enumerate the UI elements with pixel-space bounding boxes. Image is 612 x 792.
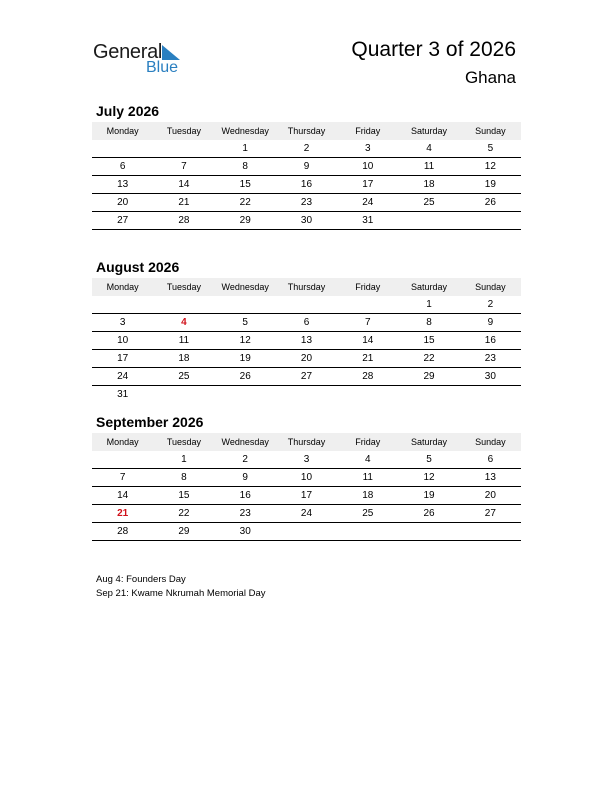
day-cell: 15 [153, 487, 214, 505]
empty-day-cell [153, 140, 214, 158]
day-cell: 15 [215, 176, 276, 194]
weekday-label: Wednesday [215, 433, 276, 451]
day-cell: 3 [92, 314, 153, 332]
generalblue-logo [93, 40, 193, 80]
day-cell: 18 [337, 487, 398, 505]
month-title: September 2026 [96, 414, 204, 430]
day-cell: 10 [337, 158, 398, 176]
empty-day-cell [337, 386, 398, 404]
empty-day-cell [398, 212, 459, 230]
day-cell: 27 [276, 368, 337, 386]
day-cell: 14 [92, 487, 153, 505]
day-cell: 5 [215, 314, 276, 332]
day-cell: 7 [337, 314, 398, 332]
day-cell: 26 [460, 194, 521, 212]
week-row [92, 451, 521, 469]
empty-day-cell [276, 296, 337, 314]
day-cell: 19 [215, 350, 276, 368]
logo-text-general: General [93, 41, 163, 63]
day-cell: 9 [215, 469, 276, 487]
week-row [92, 368, 521, 386]
day-cell: 29 [153, 523, 214, 541]
weekday-label: Tuesday [153, 433, 214, 451]
weekday-label: Saturday [398, 278, 459, 296]
day-cell: 20 [276, 350, 337, 368]
day-cell: 16 [215, 487, 276, 505]
day-cell: 21 [92, 505, 153, 523]
day-cell: 7 [153, 158, 214, 176]
day-cell: 24 [92, 368, 153, 386]
weekday-label: Thursday [276, 122, 337, 140]
day-cell: 14 [153, 176, 214, 194]
day-cell: 12 [460, 158, 521, 176]
day-cell: 28 [337, 368, 398, 386]
empty-day-cell [92, 296, 153, 314]
day-cell: 19 [398, 487, 459, 505]
empty-day-cell [337, 523, 398, 541]
weekday-label: Friday [337, 433, 398, 451]
day-cell: 8 [215, 158, 276, 176]
day-cell: 18 [153, 350, 214, 368]
day-cell: 22 [398, 350, 459, 368]
weekday-label: Sunday [460, 433, 521, 451]
day-cell: 10 [276, 469, 337, 487]
day-cell: 1 [398, 296, 459, 314]
day-cell: 29 [215, 212, 276, 230]
day-cell: 3 [276, 451, 337, 469]
weekday-label: Wednesday [215, 278, 276, 296]
day-cell: 23 [276, 194, 337, 212]
day-cell: 11 [398, 158, 459, 176]
day-cell: 17 [276, 487, 337, 505]
day-cell: 24 [276, 505, 337, 523]
day-cell: 30 [276, 212, 337, 230]
calendar-table [92, 122, 521, 230]
weekday-header-row [92, 433, 521, 451]
holiday-note: Sep 21: Kwame Nkrumah Memorial Day [96, 588, 266, 599]
month-title: August 2026 [96, 259, 180, 275]
day-cell: 27 [460, 505, 521, 523]
empty-day-cell [460, 523, 521, 541]
weekday-label: Tuesday [153, 122, 214, 140]
week-row [92, 314, 521, 332]
day-cell: 31 [337, 212, 398, 230]
day-cell: 8 [153, 469, 214, 487]
day-cell: 20 [92, 194, 153, 212]
month-august [92, 258, 521, 403]
week-row [92, 505, 521, 523]
day-cell: 6 [276, 314, 337, 332]
day-cell: 16 [276, 176, 337, 194]
day-cell: 25 [337, 505, 398, 523]
day-cell: 13 [460, 469, 521, 487]
day-cell: 5 [398, 451, 459, 469]
day-cell: 24 [337, 194, 398, 212]
day-cell: 13 [276, 332, 337, 350]
empty-day-cell [460, 386, 521, 404]
day-cell: 3 [337, 140, 398, 158]
week-row [92, 386, 521, 404]
day-cell: 2 [460, 296, 521, 314]
day-cell: 4 [398, 140, 459, 158]
day-cell: 30 [460, 368, 521, 386]
day-cell: 26 [215, 368, 276, 386]
day-cell: 4 [337, 451, 398, 469]
empty-day-cell [215, 386, 276, 404]
weekday-label: Saturday [398, 433, 459, 451]
holiday-notes [96, 573, 265, 601]
weekday-label: Sunday [460, 122, 521, 140]
day-cell: 14 [337, 332, 398, 350]
day-cell: 28 [153, 212, 214, 230]
day-cell: 25 [153, 368, 214, 386]
week-row [92, 469, 521, 487]
empty-day-cell [92, 140, 153, 158]
day-cell: 27 [92, 212, 153, 230]
empty-day-cell [337, 296, 398, 314]
day-cell: 9 [460, 314, 521, 332]
day-cell: 11 [153, 332, 214, 350]
day-cell: 17 [337, 176, 398, 194]
day-cell: 18 [398, 176, 459, 194]
day-cell: 28 [92, 523, 153, 541]
weekday-label: Monday [92, 122, 153, 140]
day-cell: 17 [92, 350, 153, 368]
calendar-body [92, 140, 521, 230]
month-september [92, 413, 521, 541]
empty-day-cell [153, 386, 214, 404]
day-cell: 11 [337, 469, 398, 487]
day-cell: 8 [398, 314, 459, 332]
weekday-label: Friday [337, 278, 398, 296]
day-cell: 6 [92, 158, 153, 176]
day-cell: 15 [398, 332, 459, 350]
weekday-label: Wednesday [215, 122, 276, 140]
weekday-header-row [92, 278, 521, 296]
day-cell: 16 [460, 332, 521, 350]
day-cell: 10 [92, 332, 153, 350]
week-row [92, 212, 521, 230]
weekday-label: Sunday [460, 278, 521, 296]
week-row [92, 523, 521, 541]
country-name: Ghana [464, 68, 516, 87]
day-cell: 1 [215, 140, 276, 158]
week-row [92, 487, 521, 505]
day-cell: 2 [276, 140, 337, 158]
weekday-label: Tuesday [153, 278, 214, 296]
empty-day-cell [460, 212, 521, 230]
day-cell: 7 [92, 469, 153, 487]
day-cell: 1 [153, 451, 214, 469]
empty-day-cell [92, 451, 153, 469]
day-cell: 22 [215, 194, 276, 212]
empty-day-cell [398, 523, 459, 541]
day-cell: 21 [337, 350, 398, 368]
day-cell: 13 [92, 176, 153, 194]
weekday-label: Friday [337, 122, 398, 140]
day-cell: 9 [276, 158, 337, 176]
weekday-label: Monday [92, 433, 153, 451]
month-title: July 2026 [96, 103, 160, 119]
day-cell: 4 [153, 314, 214, 332]
day-cell: 26 [398, 505, 459, 523]
calendar-body [92, 296, 521, 403]
day-cell: 12 [398, 469, 459, 487]
weekday-header-row [92, 122, 521, 140]
week-row [92, 296, 521, 314]
calendar-table [92, 278, 521, 403]
logo-text-blue: Blue [146, 59, 179, 76]
weekday-label: Thursday [276, 278, 337, 296]
empty-day-cell [215, 296, 276, 314]
day-cell: 19 [460, 176, 521, 194]
day-cell: 5 [460, 140, 521, 158]
week-row [92, 194, 521, 212]
empty-day-cell [153, 296, 214, 314]
week-row [92, 350, 521, 368]
week-row [92, 176, 521, 194]
weekday-label: Saturday [398, 122, 459, 140]
holiday-note: Aug 4: Founders Day [96, 574, 186, 585]
week-row [92, 140, 521, 158]
week-row [92, 332, 521, 350]
empty-day-cell [276, 386, 337, 404]
day-cell: 6 [460, 451, 521, 469]
weekday-label: Monday [92, 278, 153, 296]
day-cell: 25 [398, 194, 459, 212]
week-row [92, 158, 521, 176]
day-cell: 21 [153, 194, 214, 212]
empty-day-cell [398, 386, 459, 404]
weekday-label: Thursday [276, 433, 337, 451]
day-cell: 30 [215, 523, 276, 541]
day-cell: 22 [153, 505, 214, 523]
month-july [92, 102, 521, 230]
day-cell: 23 [460, 350, 521, 368]
day-cell: 2 [215, 451, 276, 469]
calendar-table [92, 433, 521, 541]
day-cell: 20 [460, 487, 521, 505]
day-cell: 23 [215, 505, 276, 523]
day-cell: 12 [215, 332, 276, 350]
page-title: Quarter 3 of 2026 [351, 38, 516, 61]
empty-day-cell [276, 523, 337, 541]
day-cell: 31 [117, 389, 129, 400]
calendar-body [92, 451, 521, 541]
day-cell: 29 [398, 368, 459, 386]
